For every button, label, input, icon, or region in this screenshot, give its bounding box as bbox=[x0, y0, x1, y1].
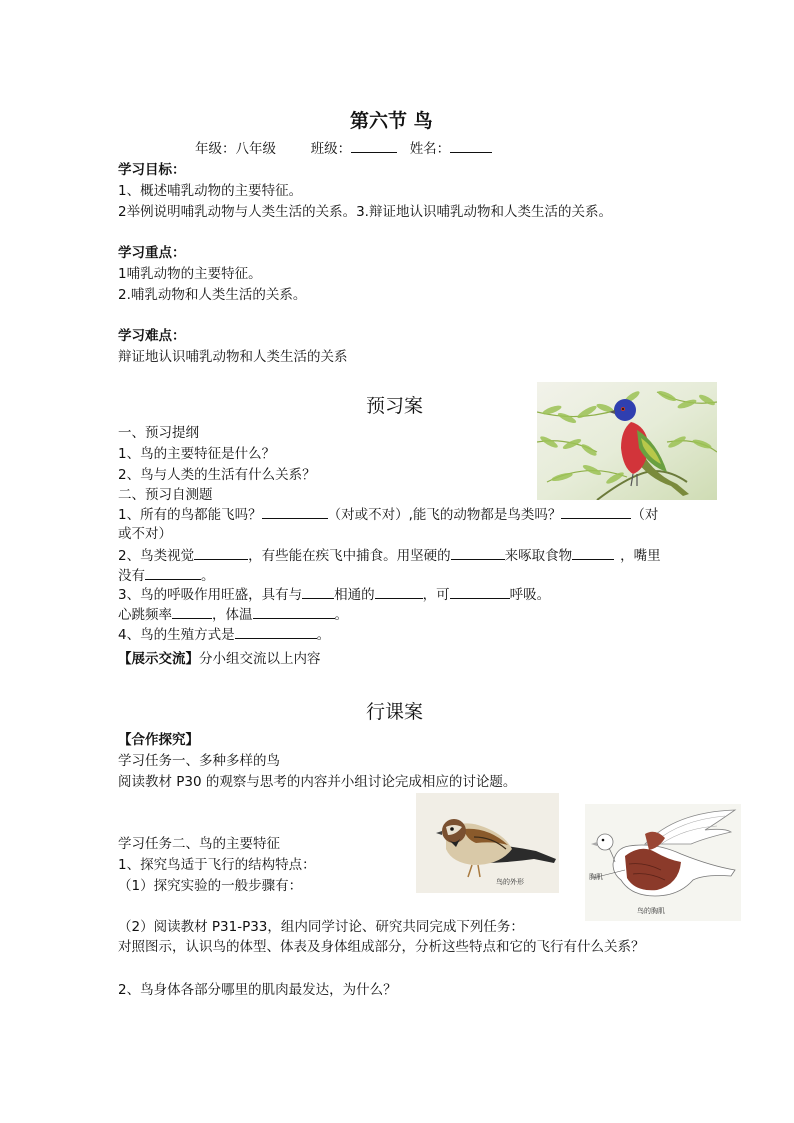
test-2-text-c: 来啄取食物 bbox=[504, 548, 573, 564]
muscle-figure bbox=[585, 804, 741, 921]
test-3-cont bbox=[118, 604, 348, 626]
class-blank[interactable] bbox=[351, 138, 397, 153]
goals-line-1: 1、概述哺乳动物的主要特征。 bbox=[118, 183, 303, 199]
focus-line-1: 1哺乳动物的主要特征。 bbox=[118, 266, 262, 282]
task-2: 学习任务二、鸟的主要特征 bbox=[118, 836, 280, 852]
test-4-text-b: 。 bbox=[316, 627, 331, 643]
test-3-blank-2[interactable] bbox=[375, 584, 423, 599]
task-1: 学习任务一、多种多样的鸟 bbox=[118, 753, 280, 769]
test-4 bbox=[118, 624, 330, 646]
preview-q1: 1、鸟的主要特征是什么？ bbox=[118, 446, 276, 462]
name-label: 姓名： bbox=[409, 141, 451, 157]
muscle-question: 2、鸟身体各部分哪里的肌肉最发达，为什么？ bbox=[118, 982, 397, 998]
muscle-label: 胸肌 bbox=[589, 873, 603, 881]
exchange-label: 【展示交流】 bbox=[118, 651, 199, 667]
task-1-text: 阅读教材 P30 的观察与思考的内容并小组讨论完成相应的讨论题。 bbox=[118, 774, 517, 790]
structure-step-2: （2）阅读教材 P31-P33，组内同学讨论、研究共同完成下列任务： bbox=[118, 919, 524, 935]
grade-label: 年级：八年级 bbox=[195, 141, 276, 157]
test-3-text-c: ，可 bbox=[422, 587, 450, 603]
sparrow-caption: 鸟的外形 bbox=[496, 878, 524, 886]
test-1-text-a: 1、所有的鸟都能飞吗？ bbox=[118, 507, 262, 523]
sparrow-figure bbox=[416, 793, 559, 893]
class-label: 班级： bbox=[310, 141, 352, 157]
difficulty-heading: 学习难点： bbox=[118, 328, 186, 344]
focus-line-2: 2.哺乳动物和人类生活的关系。 bbox=[118, 287, 307, 303]
test-3-blank-4[interactable] bbox=[172, 604, 212, 619]
test-1-text-b: （对或不对）,能飞的动物都是鸟类吗？ bbox=[327, 507, 562, 523]
focus-heading: 学习重点： bbox=[118, 245, 186, 261]
test-2-text-d: ，嘴里 bbox=[620, 548, 661, 564]
test-2-blank-3[interactable] bbox=[572, 545, 614, 560]
test-2-blank-4[interactable] bbox=[145, 565, 201, 580]
test-1-text-c: （对 bbox=[631, 507, 659, 523]
painted-bunting-illustration bbox=[537, 382, 717, 500]
test-2-text-f: 。 bbox=[201, 568, 215, 584]
test-3-blank-5[interactable] bbox=[253, 604, 335, 619]
test-1-cont: 或不对） bbox=[118, 526, 172, 542]
test-3-blank-3[interactable] bbox=[450, 584, 510, 599]
structure-step-1: （1）探究实验的一般步骤有： bbox=[118, 878, 303, 894]
preview-outline: 一、预习提纲 bbox=[118, 425, 199, 441]
info-line bbox=[195, 138, 492, 160]
lesson-title: 行课案 bbox=[366, 701, 424, 723]
bird-photo bbox=[537, 382, 717, 500]
coop-heading: 【合作探究】 bbox=[118, 732, 199, 748]
structure-step-3: 对照图示，认识鸟的体型、体表及身体组成部分，分析这些特点和它的飞行有什么关系？ bbox=[118, 939, 645, 955]
test-3-text-f: ，体温 bbox=[212, 607, 253, 623]
test-2 bbox=[118, 545, 661, 567]
test-2-text-b: ，有些能在疾飞中捕食。用坚硬的 bbox=[248, 548, 451, 564]
test-3-text-g: 。 bbox=[334, 607, 348, 623]
exchange-line bbox=[118, 649, 321, 670]
test-3-text-d: 呼吸。 bbox=[509, 587, 551, 603]
sparrow-illustration bbox=[416, 793, 559, 893]
test-4-blank-1[interactable] bbox=[235, 624, 317, 639]
test-3-text-b: 相通的 bbox=[334, 587, 375, 603]
preview-q2: 2、鸟与人类的生活有什么关系？ bbox=[118, 467, 316, 483]
page-title: 第六节 鸟 bbox=[350, 110, 433, 132]
goals-line-2: 2举例说明哺乳动物与人类生活的关系。3.辩证地认识哺乳动物和人类生活的关系。 bbox=[118, 204, 612, 220]
test-2-blank-1[interactable] bbox=[194, 545, 248, 560]
test-3 bbox=[118, 584, 550, 606]
test-3-text-e: 心跳频率 bbox=[118, 607, 172, 623]
exchange-text: 分小组交流以上内容 bbox=[199, 651, 321, 667]
difficulty-line-1: 辩证地认识哺乳动物和人类生活的关系 bbox=[118, 349, 348, 365]
test-2-text-a: 2、鸟类视觉 bbox=[118, 548, 195, 564]
test-2-text-e: 没有 bbox=[118, 568, 145, 584]
structure-heading: 1、探究鸟适于飞行的结构特点： bbox=[118, 857, 316, 873]
test-3-text-a: 3、鸟的呼吸作用旺盛，具有与 bbox=[118, 587, 303, 603]
test-1-blank-2[interactable] bbox=[561, 504, 631, 519]
goals-heading: 学习目标： bbox=[118, 162, 186, 178]
test-3-blank-1[interactable] bbox=[302, 584, 334, 599]
pigeon-muscle-illustration bbox=[585, 804, 741, 921]
preview-title: 预习案 bbox=[366, 395, 424, 417]
muscle-caption: 鸟的胸肌 bbox=[637, 907, 665, 915]
test-4-text-a: 4、鸟的生殖方式是 bbox=[118, 627, 235, 643]
name-blank[interactable] bbox=[450, 138, 492, 153]
test-2-blank-2[interactable] bbox=[451, 545, 505, 560]
test-1-blank-1[interactable] bbox=[262, 504, 328, 519]
preview-self-test: 二、预习自测题 bbox=[118, 487, 213, 503]
test-1 bbox=[118, 504, 658, 526]
